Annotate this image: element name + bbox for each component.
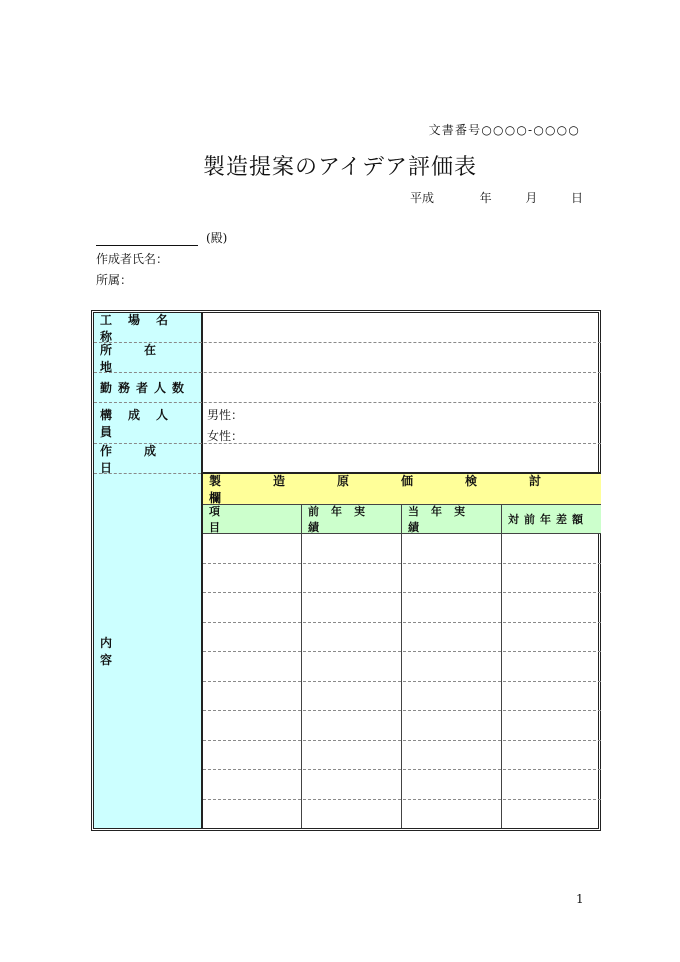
table-cell[interactable] [204,741,301,769]
location-label [94,343,201,372]
table-cell[interactable] [503,652,600,680]
table-cell[interactable] [303,564,401,592]
date-day: 日 [570,191,583,205]
table-cell[interactable] [503,534,600,562]
employee-count-text: 勤務者人数 [100,381,191,395]
created-date-field[interactable] [203,444,601,473]
recipient-blank[interactable] [96,234,198,246]
cost-section-title [203,474,601,504]
table-cell[interactable] [204,652,301,680]
table-cell[interactable] [403,682,501,710]
col-header-current-year: 当年実績 [402,505,501,533]
staff-composition-text: 構成人員 [100,408,185,439]
table-cell[interactable] [303,741,401,769]
table-cell[interactable] [403,800,501,828]
table-cell[interactable] [503,770,600,798]
table-cell[interactable] [403,770,501,798]
date-month: 月 [525,191,538,205]
table-cell[interactable] [204,770,301,798]
content-text: 内容 [100,636,175,667]
table-cell[interactable] [503,564,600,592]
table-cell[interactable] [204,800,301,828]
location-field[interactable] [203,343,601,372]
table-cell[interactable] [403,711,501,739]
table-cell[interactable] [204,564,301,592]
date-era: 平成 [409,191,434,205]
evaluation-form [91,310,601,831]
col-header-item: 項目 [203,505,301,533]
table-cell[interactable] [303,711,401,739]
employee-count-label [94,373,201,402]
table-cell[interactable] [403,652,501,680]
cost-table-body [203,533,601,828]
factory-name-field[interactable] [203,313,601,342]
table-cell[interactable] [303,593,401,621]
table-cell[interactable] [403,741,501,769]
date-year: 年 [479,191,492,205]
author-label: 作成者氏名： [96,252,169,266]
factory-name-text: 工場名称 [100,312,185,344]
table-cell[interactable] [204,534,301,562]
page-title: 製造提案のアイデア評価表 [202,155,478,180]
table-cell[interactable] [403,564,501,592]
col-header-prev-year: 前年実績 [302,505,401,533]
factory-name-label [94,313,201,342]
cost-section-title-text: 製造原価検討欄 [209,474,594,505]
table-cell[interactable] [303,800,401,828]
date-line [410,189,583,206]
location-text: 所在地 [100,342,189,374]
table-cell[interactable] [303,534,401,562]
table-cell[interactable] [503,682,600,710]
table-cell[interactable] [204,623,301,651]
col-header-yoy-diff: 対前年差額 [502,505,601,533]
department-label: 所属： [96,273,133,287]
table-cell[interactable] [403,623,501,651]
page-number: 1 [576,892,584,906]
table-cell[interactable] [204,682,301,710]
created-date-label [94,444,201,473]
recipient-line [96,229,227,246]
table-cell[interactable] [303,682,401,710]
male-count-field[interactable]: 男性： [207,408,244,422]
staff-composition-label [94,403,201,443]
document-number: 文書番号○○○○-○○○○ [428,123,580,137]
table-cell[interactable] [403,593,501,621]
employee-count-field[interactable] [203,373,601,402]
table-cell[interactable] [503,593,600,621]
table-cell[interactable] [303,770,401,798]
content-label [94,474,201,828]
female-count-field[interactable]: 女性： [207,429,244,443]
table-cell[interactable] [303,623,401,651]
table-cell[interactable] [204,711,301,739]
table-cell[interactable] [303,652,401,680]
table-cell[interactable] [503,623,600,651]
table-cell[interactable] [503,741,600,769]
table-cell[interactable] [503,800,600,828]
table-cell[interactable] [204,593,301,621]
table-cell[interactable] [403,534,501,562]
created-date-text: 作成日 [100,443,189,475]
table-cell[interactable] [503,711,600,739]
recipient-suffix: (殿) [206,231,228,245]
